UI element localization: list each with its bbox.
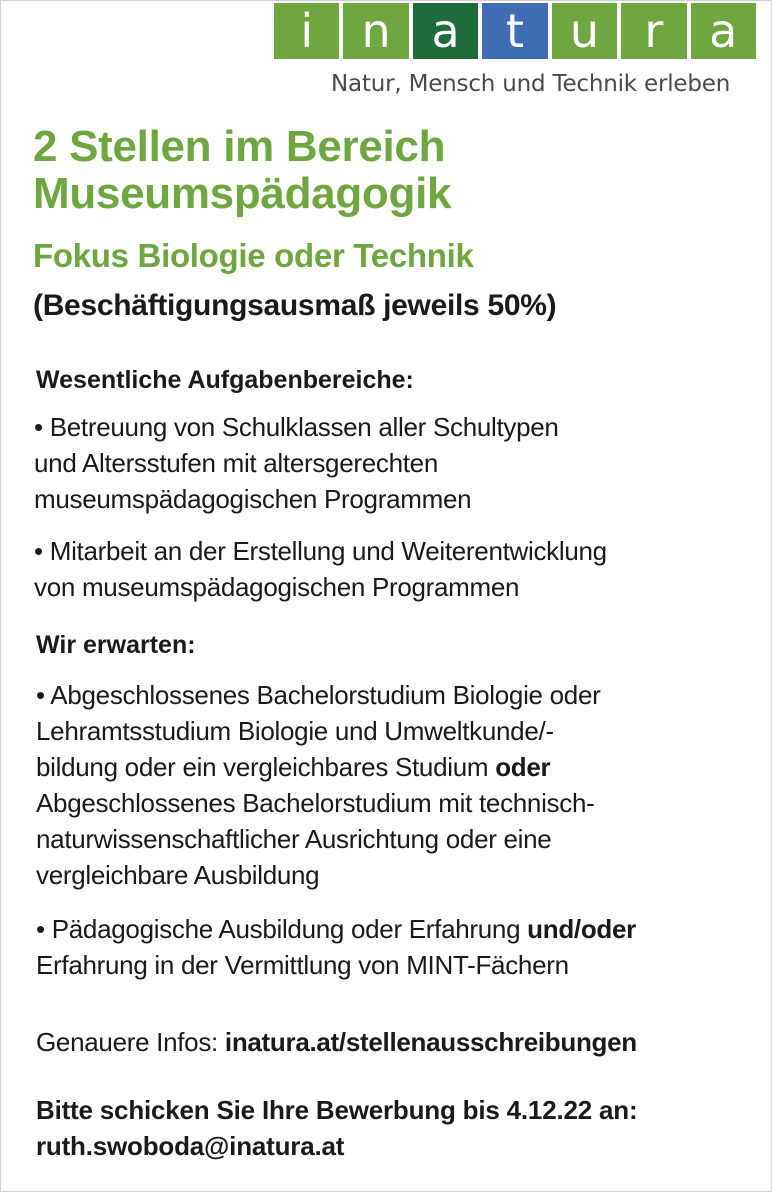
application-deadline: Bitte schicken Sie Ihre Bewerbung bis 4.12.22 an: [36,1095,638,1125]
logo-tile: i [274,3,339,59]
job-subtitle: Fokus Biologie oder Technik [33,237,474,274]
info-label: Genauere Infos: [36,1027,225,1057]
requirement-line: • Abgeschlossenes Bachelorstudium Biologie oder [36,680,601,710]
logo-tile: r [621,3,686,59]
task-item [34,533,607,605]
job-title [33,123,451,217]
logo-tile: a [691,3,756,59]
requirement-line: bildung oder ein vergleichbares Studium [36,752,496,782]
requirement-line: Lehramtsstudium Biologie und Umweltkunde/- [36,716,554,746]
requirement-line: Erfahrung in der Vermittlung von MINT-Fächern [36,950,569,980]
logo-tile: u [552,3,617,59]
task-line: museumspädagogischen Programmen [34,484,472,514]
job-title-line1: 2 Stellen im Bereich [33,122,446,171]
requirement-bold: oder [495,752,551,782]
requirement-item [36,911,636,983]
logo-tagline: Natur, Mensch und Technik erleben [331,71,731,97]
requirement-line: • Pädagogische Ausbildung oder Erfahrung [36,914,528,944]
requirement-line: Abgeschlossenes Bachelorstudium mit technisch- [36,788,595,818]
logo-tiles [274,3,756,59]
application-note [36,1092,637,1164]
requirement-item [36,677,600,893]
info-line [36,1027,637,1058]
job-title-line2: Museumspädagogik [33,169,452,218]
task-item [34,409,559,517]
inatura-logo [274,3,756,59]
tasks-heading: Wesentliche Aufgabenbereiche: [36,366,414,394]
logo-tile: a [413,3,478,59]
requirements-heading: Wir erwarten: [36,631,196,659]
requirement-line: vergleichbare Ausbildung [36,860,320,890]
task-line: • Betreuung von Schulklassen aller Schultypen [34,412,559,442]
employment-scope: (Beschäftigungsausmaß jeweils 50%) [33,289,557,322]
requirement-bold: und/oder [527,914,636,944]
application-email[interactable]: ruth.swoboda@inatura.at [36,1131,345,1161]
logo-tile: t [482,3,547,59]
info-link[interactable]: inatura.at/stellenausschreibungen [224,1027,637,1057]
task-line: und Altersstufen mit altersgerechten [34,448,438,478]
logo-tile: n [343,3,408,59]
task-line: • Mitarbeit an der Erstellung und Weiterentwicklung [34,536,607,566]
requirement-line: naturwissenschaftlicher Ausrichtung oder eine [36,824,552,854]
task-line: von museumspädagogischen Programmen [34,572,520,602]
